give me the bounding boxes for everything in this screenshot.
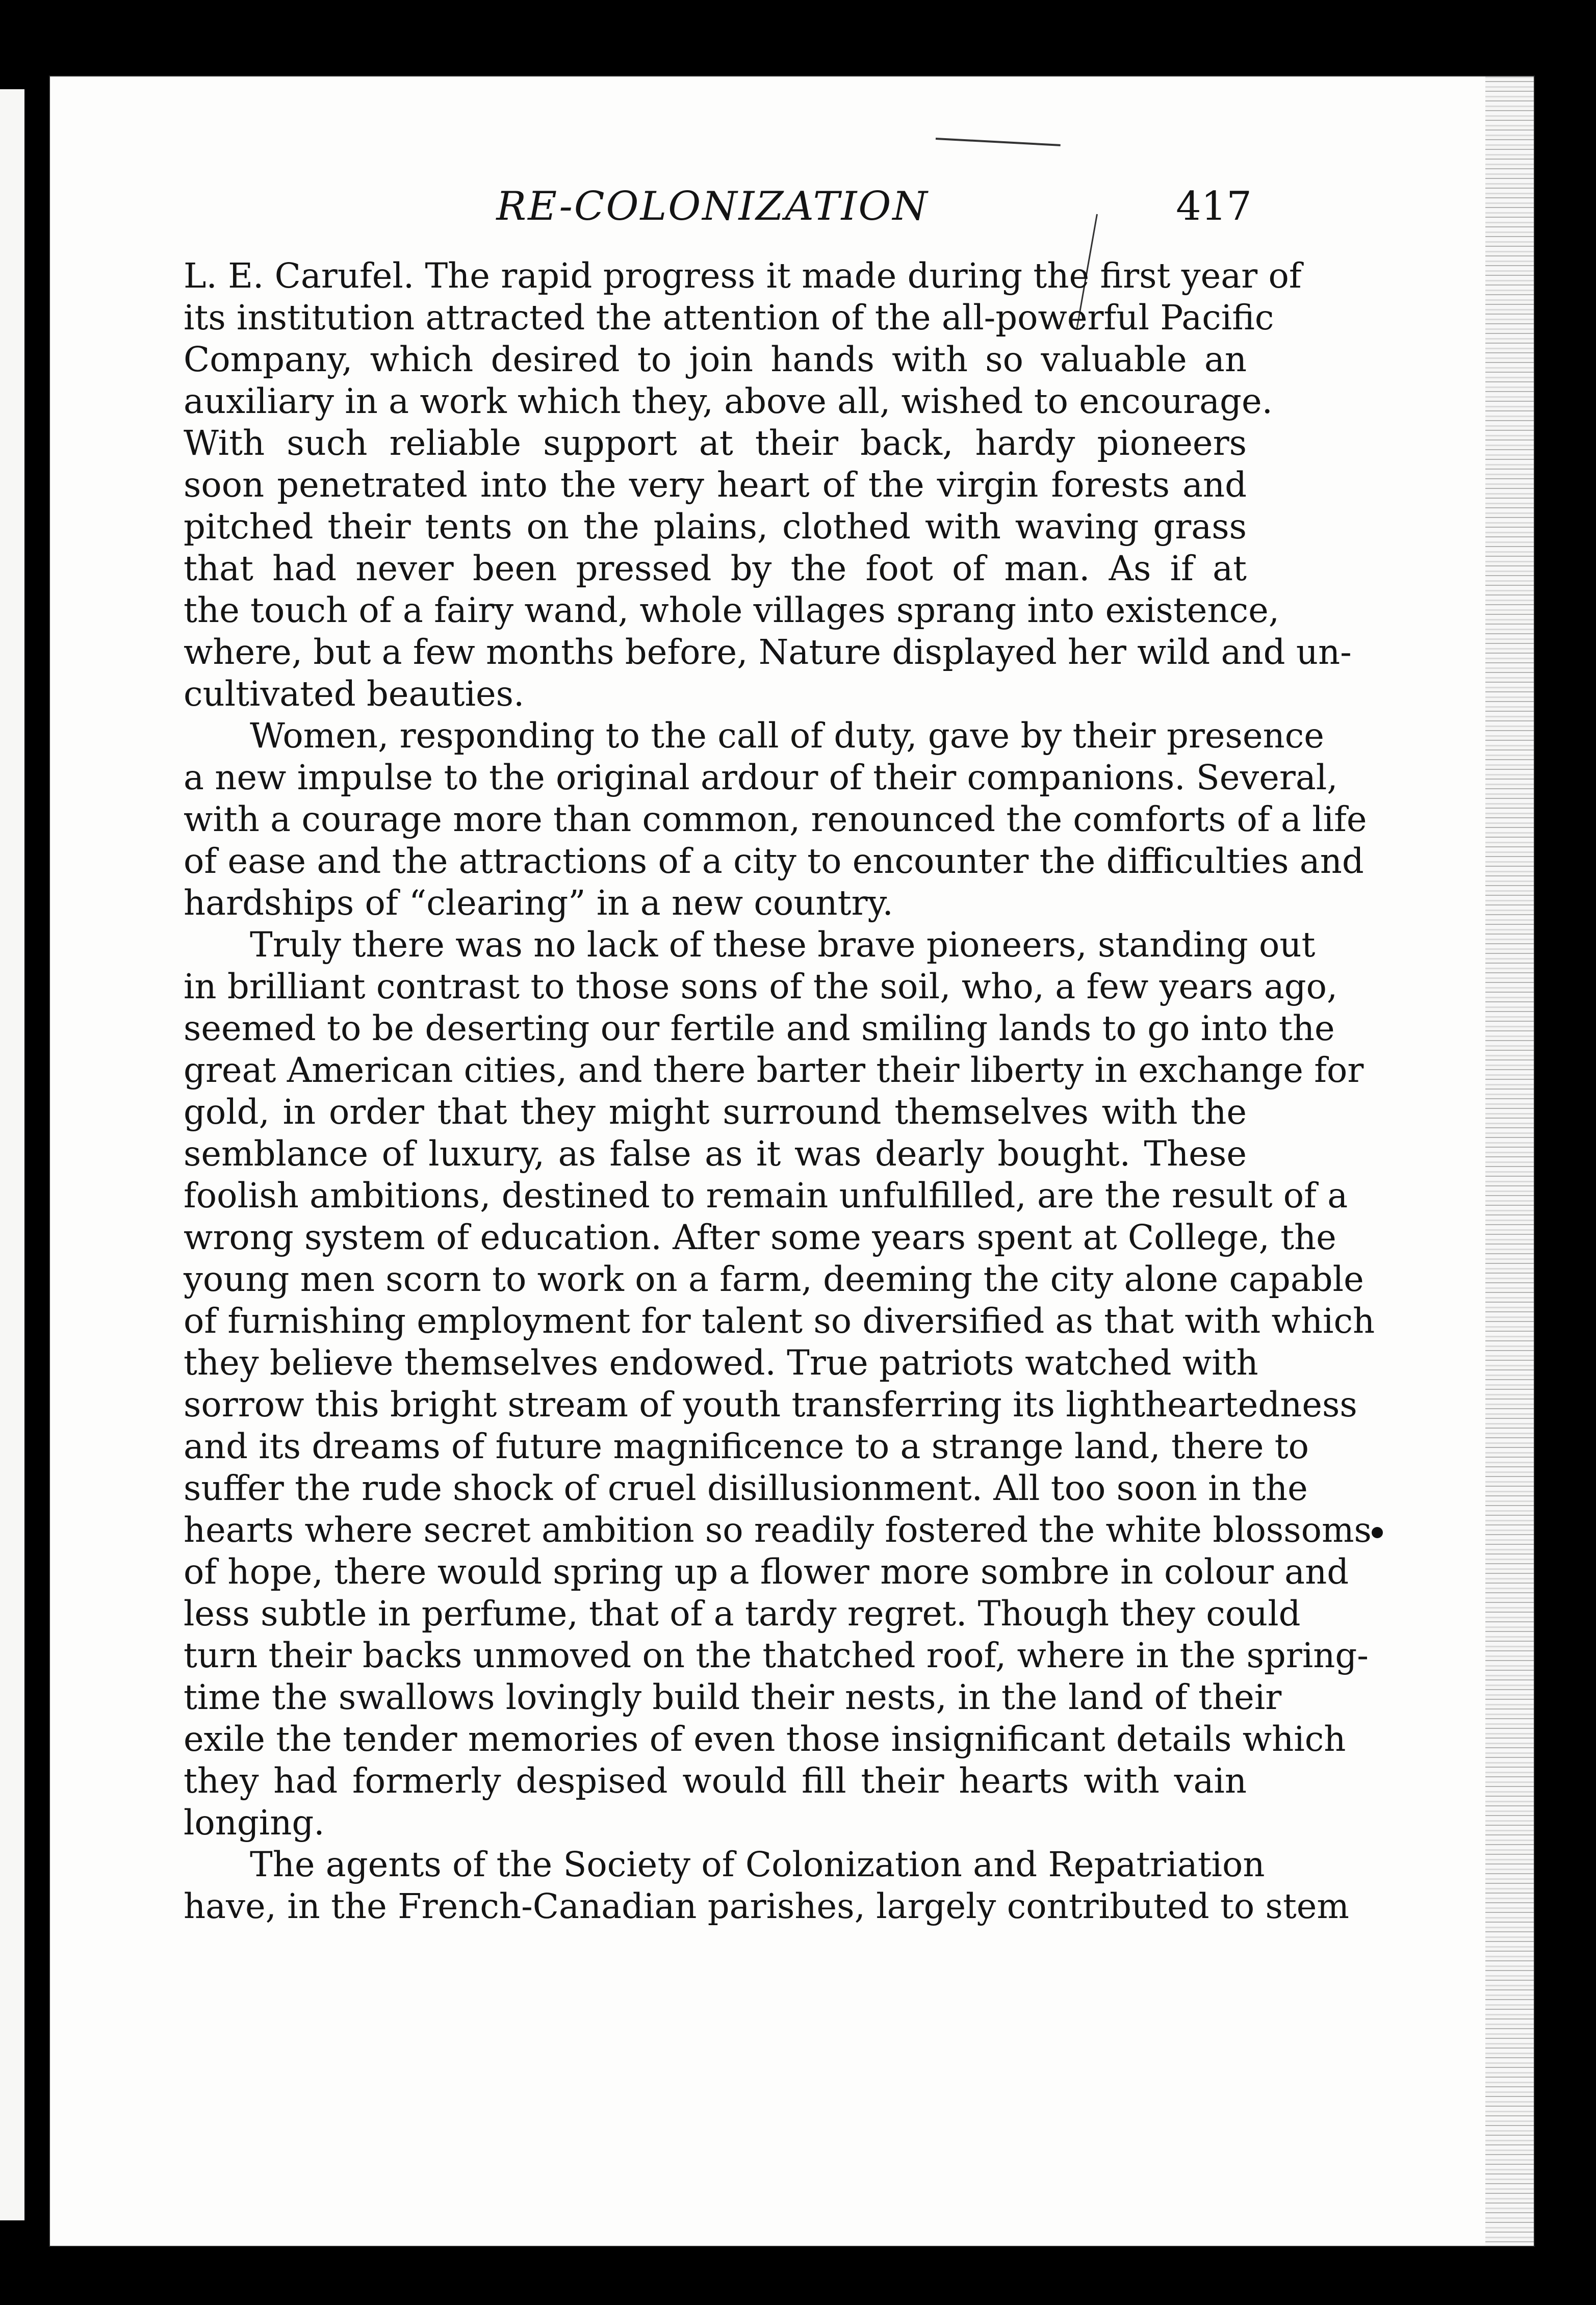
text-line: that had never been pressed by the foot of man. As if at <box>184 549 1247 588</box>
text-line: a new impulse to the original ardour of their companions. Several, <box>184 758 1338 797</box>
text-line: and its dreams of future magnificence to a strange land, there to <box>184 1427 1309 1466</box>
text-line: With such reliable support at their back, hardy pioneers <box>184 423 1247 463</box>
text-line: where, but a few months before, Nature displayed her wild and un- <box>184 632 1352 672</box>
running-title: RE-COLONIZATION <box>496 184 929 229</box>
text-line: great American cities, and there barter their liberty in exchange for <box>184 1050 1364 1090</box>
text-line: cultivated beauties. <box>184 674 525 714</box>
text-line: gold, in order that they might surround themselves with the <box>184 1092 1247 1132</box>
text-line: Women, responding to the call of duty, gave by their presence <box>250 716 1324 756</box>
page-header <box>133 184 1252 240</box>
text-line: hearts where secret ambition so readily fostered the white blossoms <box>184 1510 1372 1550</box>
text-line: with a courage more than common, renounced the comforts of a life <box>184 799 1367 839</box>
text-line: hardships of “clearing” in a new country. <box>184 883 893 923</box>
text-line: turn their backs unmoved on the thatched roof, where in the spring- <box>184 1636 1369 1675</box>
text-line: less subtle in perfume, that of a tardy regret. Though they could <box>184 1594 1301 1634</box>
text-line: exile the tender memories of even those insignificant details which <box>184 1719 1346 1759</box>
text-line: soon penetrated into the very heart of the virgin forests and <box>184 465 1247 505</box>
text-line: Company, which desired to join hands with so valuable an <box>184 340 1247 379</box>
text-line: The agents of the Society of Colonization and Repatriation <box>250 1845 1265 1884</box>
page-number: 417 <box>1176 184 1252 229</box>
text-line: suffer the rude shock of cruel disillusionment. All too soon in the <box>184 1468 1308 1508</box>
text-line: semblance of luxury, as false as it was dearly bought. These <box>184 1134 1247 1174</box>
text-line: wrong system of education. After some years spent at College, the <box>184 1218 1336 1257</box>
text-line: they had formerly despised would fill their hearts with vain <box>184 1761 1247 1801</box>
text-line: have, in the French-Canadian parishes, largely contributed to stem <box>184 1886 1349 1926</box>
left-page-edge <box>0 89 24 2220</box>
text-line: Truly there was no lack of these brave pioneers, standing out <box>250 925 1316 965</box>
text-line: seemed to be deserting our fertile and smiling lands to go into the <box>184 1008 1335 1048</box>
text-line: young men scorn to work on a farm, deeming the city alone capable <box>184 1259 1364 1299</box>
text-line: auxiliary in a work which they, above all, wished to encourage. <box>184 381 1273 421</box>
text-line: foolish ambitions, destined to remain unfulfilled, are the result of a <box>184 1176 1348 1215</box>
text-line: they believe themselves endowed. True patriots watched with <box>184 1343 1258 1383</box>
text-line: L. E. Carufel. The rapid progress it made during the first year of <box>184 256 1302 296</box>
text-line: sorrow this bright stream of youth transferring its lightheartedness <box>184 1385 1357 1425</box>
page-edge-stack <box>1485 76 1534 2246</box>
text-line: in brilliant contrast to those sons of the soil, who, a few years ago, <box>184 967 1338 1006</box>
text-line: pitched their tents on the plains, clothed with waving grass <box>184 507 1247 547</box>
text-line: time the swallows lovingly build their nests, in the land of their <box>184 1677 1282 1717</box>
text-line: of hope, there would spring up a flower more sombre in colour and <box>184 1552 1349 1592</box>
text-line: the touch of a fairy wand, whole villages sprang into existence, <box>184 590 1280 630</box>
text-line: of ease and the attractions of a city to encounter the difficulties and <box>184 841 1364 881</box>
body-text <box>184 255 1375 1927</box>
ink-dot <box>1372 1527 1383 1538</box>
text-line: longing. <box>184 1803 325 1843</box>
text-line: its institution attracted the attention of the all-powerful Pacific <box>184 298 1274 338</box>
text-line: of furnishing employment for talent so diversified as that with which <box>184 1301 1375 1341</box>
